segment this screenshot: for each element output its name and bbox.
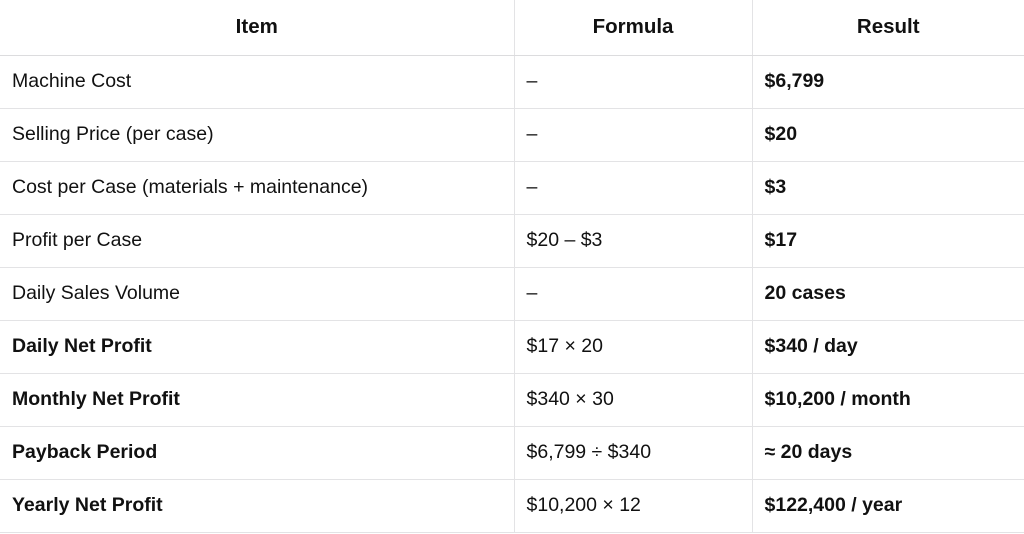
cell-formula: $6,799 ÷ $340: [514, 426, 752, 479]
table-row: [0, 320, 1024, 373]
cell-formula: –: [514, 55, 752, 108]
cell-result: $122,400 / year: [752, 479, 1024, 532]
table-body: [0, 55, 1024, 532]
cell-item: Payback Period: [0, 426, 514, 479]
cell-formula: –: [514, 161, 752, 214]
cell-formula: $17 × 20: [514, 320, 752, 373]
cell-formula: –: [514, 108, 752, 161]
cell-formula: $20 – $3: [514, 214, 752, 267]
column-header-item: Item: [0, 0, 514, 55]
table-row: [0, 479, 1024, 532]
cell-formula: –: [514, 267, 752, 320]
cell-formula: $10,200 × 12: [514, 479, 752, 532]
cell-result: $10,200 / month: [752, 373, 1024, 426]
cell-result: ≈ 20 days: [752, 426, 1024, 479]
cell-item: Selling Price (per case): [0, 108, 514, 161]
cell-result: $3: [752, 161, 1024, 214]
table-row: [0, 108, 1024, 161]
table-row: [0, 161, 1024, 214]
table-header: [0, 0, 1024, 55]
column-header-result: Result: [752, 0, 1024, 55]
cell-item: Monthly Net Profit: [0, 373, 514, 426]
cell-item: Cost per Case (materials + maintenance): [0, 161, 514, 214]
cell-item: Profit per Case: [0, 214, 514, 267]
cell-item: Machine Cost: [0, 55, 514, 108]
cell-item: Daily Sales Volume: [0, 267, 514, 320]
cell-result: 20 cases: [752, 267, 1024, 320]
table-row: [0, 373, 1024, 426]
cell-result: $340 / day: [752, 320, 1024, 373]
cell-item: Daily Net Profit: [0, 320, 514, 373]
table-row: [0, 426, 1024, 479]
cell-item: Yearly Net Profit: [0, 479, 514, 532]
table-row: [0, 214, 1024, 267]
cell-formula: $340 × 30: [514, 373, 752, 426]
table-row: [0, 267, 1024, 320]
table-header-row: [0, 0, 1024, 55]
cell-result: $6,799: [752, 55, 1024, 108]
cell-result: $20: [752, 108, 1024, 161]
table-row: [0, 55, 1024, 108]
column-header-formula: Formula: [514, 0, 752, 55]
cell-result: $17: [752, 214, 1024, 267]
